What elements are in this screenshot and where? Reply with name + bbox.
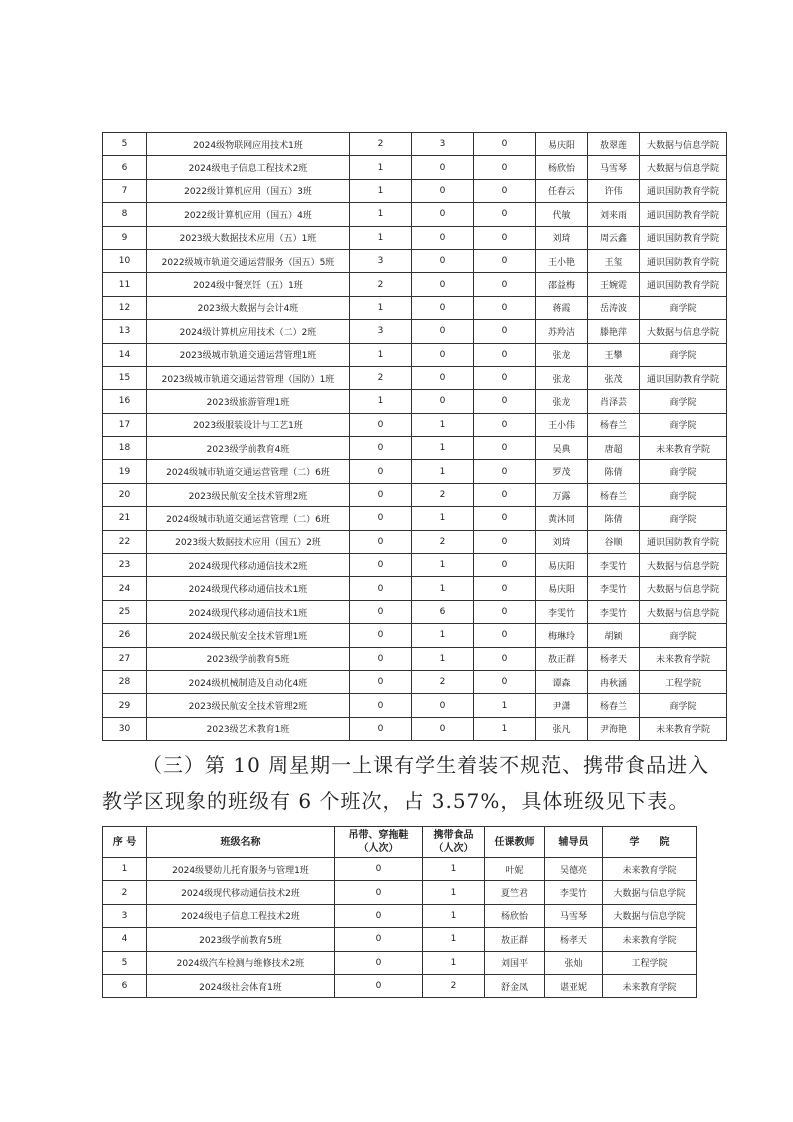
cell-counselor: 杨春兰 (588, 413, 640, 436)
cell-teacher: 张龙 (536, 343, 588, 366)
cell-class-name: 2024级现代移动通信技术1班 (147, 600, 350, 623)
cell-class-name: 2023级城市轨道交通运营管理（国防）1班 (147, 366, 350, 389)
cell-college: 未来教育学院 (640, 717, 727, 740)
table-row (103, 460, 727, 483)
header-teacher: 任课教师 (485, 827, 545, 858)
table-row (103, 530, 727, 553)
cell-seq: 30 (103, 717, 147, 740)
cell-count-c: 0 (474, 530, 536, 553)
cell-seq: 23 (103, 554, 147, 577)
table-row (103, 974, 697, 997)
cell-counselor: 尹海艳 (588, 717, 640, 740)
cell-counselor: 刘来雨 (588, 203, 640, 226)
cell-counselor: 李雯竹 (588, 600, 640, 623)
cell-seq: 2 (103, 881, 147, 904)
cell-count-b: 1 (412, 413, 474, 436)
cell-count-b: 0 (412, 226, 474, 249)
cell-food-count: 1 (423, 881, 485, 904)
cell-college: 未来教育学院 (640, 647, 727, 670)
cell-teacher: 尹潇 (536, 694, 588, 717)
cell-college: 通识国防教育学院 (640, 530, 727, 553)
table-row (103, 249, 727, 272)
cell-count-c: 0 (474, 296, 536, 319)
cell-teacher: 李雯竹 (536, 600, 588, 623)
cell-seq: 28 (103, 670, 147, 693)
cell-teacher: 罗茂 (536, 460, 588, 483)
cell-seq: 20 (103, 483, 147, 506)
cell-count-c: 0 (474, 133, 536, 156)
cell-class-name: 2024级现代移动通信技术2班 (147, 554, 350, 577)
table-row (103, 858, 697, 881)
cell-class-name: 2024级计算机应用技术（二）2班 (147, 320, 350, 343)
cell-slippers-count: 0 (335, 881, 423, 904)
cell-college: 商学院 (640, 390, 727, 413)
cell-teacher: 张龙 (536, 390, 588, 413)
cell-counselor: 王攀 (588, 343, 640, 366)
cell-count-a: 0 (350, 577, 412, 600)
cell-college: 通识国防教育学院 (640, 273, 727, 296)
table-row (103, 413, 727, 436)
cell-class-name: 2024级城市轨道交通运营管理（二）6班 (147, 507, 350, 530)
cell-count-c: 0 (474, 554, 536, 577)
cell-college: 大数据与信息学院 (640, 577, 727, 600)
table-header-row (103, 827, 697, 858)
table-row (103, 203, 727, 226)
cell-food-count: 1 (423, 858, 485, 881)
cell-teacher: 杨欣怡 (536, 156, 588, 179)
header-slippers-unit: （人次） (358, 843, 399, 854)
cell-counselor: 杨春兰 (588, 483, 640, 506)
cell-count-c: 0 (474, 203, 536, 226)
cell-count-c: 0 (474, 577, 536, 600)
cell-college: 商学院 (640, 343, 727, 366)
cell-seq: 5 (103, 133, 147, 156)
cell-class-name: 2024级中餐烹饪（五）1班 (147, 273, 350, 296)
cell-college: 商学院 (640, 624, 727, 647)
cell-class-name: 2023级艺术教育1班 (147, 717, 350, 740)
table-row (103, 133, 727, 156)
cell-college: 商学院 (640, 694, 727, 717)
cell-teacher: 王小伟 (536, 413, 588, 436)
cell-seq: 8 (103, 203, 147, 226)
cell-count-c: 0 (474, 670, 536, 693)
cell-count-c: 0 (474, 413, 536, 436)
table-row (103, 179, 727, 202)
cell-count-c: 0 (474, 483, 536, 506)
cell-count-a: 2 (350, 273, 412, 296)
cell-counselor: 张灿 (545, 951, 603, 974)
cell-class-name: 2024级物联网应用技术1班 (147, 133, 350, 156)
cell-count-b: 0 (412, 717, 474, 740)
cell-seq: 9 (103, 226, 147, 249)
cell-teacher: 邵益梅 (536, 273, 588, 296)
cell-counselor: 滕艳萍 (588, 320, 640, 343)
cell-college: 未来教育学院 (603, 974, 697, 997)
dress-food-violations-table (102, 826, 697, 998)
cell-count-a: 0 (350, 483, 412, 506)
table-row (103, 343, 727, 366)
cell-counselor: 许伟 (588, 179, 640, 202)
table-row (103, 600, 727, 623)
cell-teacher: 敖正群 (485, 928, 545, 951)
cell-count-b: 1 (412, 554, 474, 577)
cell-teacher: 杨欣怡 (485, 904, 545, 927)
cell-class-name: 2024级电子信息工程技术2班 (147, 156, 350, 179)
cell-count-c: 0 (474, 320, 536, 343)
cell-counselor: 周云鑫 (588, 226, 640, 249)
table-row (103, 904, 697, 927)
cell-class-name: 2024级电子信息工程技术2班 (147, 904, 335, 927)
cell-teacher: 舒金凤 (485, 974, 545, 997)
header-food-unit: （人次） (433, 843, 474, 854)
cell-seq: 6 (103, 974, 147, 997)
cell-count-a: 1 (350, 179, 412, 202)
cell-count-a: 0 (350, 717, 412, 740)
table-row (103, 366, 727, 389)
cell-seq: 27 (103, 647, 147, 670)
cell-count-c: 0 (474, 437, 536, 460)
cell-teacher: 梅琳玲 (536, 624, 588, 647)
cell-counselor: 杨春兰 (588, 694, 640, 717)
cell-college: 大数据与信息学院 (640, 554, 727, 577)
header-food-label: 携带食品 (433, 830, 474, 841)
table-row (103, 554, 727, 577)
cell-count-a: 0 (350, 437, 412, 460)
cell-count-a: 1 (350, 203, 412, 226)
table-row (103, 507, 727, 530)
cell-seq: 21 (103, 507, 147, 530)
cell-count-b: 0 (412, 366, 474, 389)
cell-counselor: 胡颖 (588, 624, 640, 647)
cell-class-name: 2023级大数据技术应用（国五）2班 (147, 530, 350, 553)
cell-count-a: 1 (350, 296, 412, 319)
cell-count-c: 0 (474, 624, 536, 647)
cell-count-a: 1 (350, 156, 412, 179)
cell-counselor: 王婉霓 (588, 273, 640, 296)
cell-seq: 22 (103, 530, 147, 553)
cell-counselor: 谌亚妮 (545, 974, 603, 997)
cell-count-a: 3 (350, 320, 412, 343)
cell-count-c: 0 (474, 226, 536, 249)
cell-seq: 5 (103, 951, 147, 974)
cell-seq: 25 (103, 600, 147, 623)
cell-count-b: 0 (412, 343, 474, 366)
cell-count-c: 0 (474, 507, 536, 530)
cell-count-c: 1 (474, 694, 536, 717)
cell-college: 未来教育学院 (603, 858, 697, 881)
cell-count-c: 0 (474, 343, 536, 366)
table-row (103, 624, 727, 647)
cell-count-b: 0 (412, 694, 474, 717)
cell-class-name: 2022级计算机应用（国五）4班 (147, 203, 350, 226)
cell-count-b: 0 (412, 249, 474, 272)
cell-class-name: 2023级大数据技术应用（五）1班 (147, 226, 350, 249)
table-row (103, 437, 727, 460)
cell-slippers-count: 0 (335, 928, 423, 951)
cell-teacher: 黄沐同 (536, 507, 588, 530)
table-row (103, 296, 727, 319)
cell-count-b: 0 (412, 203, 474, 226)
cell-seq: 1 (103, 858, 147, 881)
cell-college: 大数据与信息学院 (640, 320, 727, 343)
cell-slippers-count: 0 (335, 951, 423, 974)
cell-count-b: 2 (412, 483, 474, 506)
cell-count-b: 6 (412, 600, 474, 623)
cell-teacher: 刘琦 (536, 226, 588, 249)
cell-class-name: 2024级民航安全技术管理1班 (147, 624, 350, 647)
cell-class-name: 2023级民航安全技术管理2班 (147, 694, 350, 717)
cell-counselor: 谷顺 (588, 530, 640, 553)
cell-count-c: 0 (474, 156, 536, 179)
cell-count-c: 0 (474, 179, 536, 202)
cell-food-count: 1 (423, 951, 485, 974)
cell-count-a: 1 (350, 390, 412, 413)
cell-count-b: 0 (412, 296, 474, 319)
cell-college: 商学院 (640, 460, 727, 483)
cell-counselor: 杨孝天 (545, 928, 603, 951)
cell-count-c: 0 (474, 366, 536, 389)
cell-seq: 26 (103, 624, 147, 647)
cell-teacher: 刘国平 (485, 951, 545, 974)
cell-class-name: 2023级学前教育5班 (147, 647, 350, 670)
table-row (103, 390, 727, 413)
cell-count-a: 1 (350, 226, 412, 249)
cell-class-name: 2023级旅游管理1班 (147, 390, 350, 413)
violations-table-continued (102, 132, 727, 741)
cell-class-name: 2024级社会体育1班 (147, 974, 335, 997)
cell-count-a: 2 (350, 366, 412, 389)
cell-count-b: 1 (412, 507, 474, 530)
cell-count-b: 2 (412, 530, 474, 553)
cell-slippers-count: 0 (335, 974, 423, 997)
cell-seq: 19 (103, 460, 147, 483)
cell-count-a: 0 (350, 530, 412, 553)
table-row (103, 717, 727, 740)
cell-class-name: 2024级现代移动通信技术1班 (147, 577, 350, 600)
cell-count-a: 2 (350, 133, 412, 156)
cell-teacher: 刘琦 (536, 530, 588, 553)
cell-count-b: 0 (412, 320, 474, 343)
table-row (103, 156, 727, 179)
cell-count-b: 1 (412, 624, 474, 647)
cell-count-a: 0 (350, 460, 412, 483)
cell-college: 商学院 (640, 413, 727, 436)
cell-class-name: 2022级城市轨道交通运营服务（国五）5班 (147, 249, 350, 272)
cell-college: 未来教育学院 (603, 928, 697, 951)
cell-college: 工程学院 (640, 670, 727, 693)
cell-college: 通识国防教育学院 (640, 366, 727, 389)
cell-seq: 24 (103, 577, 147, 600)
header-food (423, 827, 485, 858)
header-class-name: 班级名称 (147, 827, 335, 858)
table-row (103, 647, 727, 670)
cell-slippers-count: 0 (335, 904, 423, 927)
cell-seq: 6 (103, 156, 147, 179)
cell-count-b: 3 (412, 133, 474, 156)
cell-counselor: 岳涛波 (588, 296, 640, 319)
cell-seq: 13 (103, 320, 147, 343)
cell-college: 大数据与信息学院 (640, 133, 727, 156)
cell-count-b: 2 (412, 670, 474, 693)
cell-counselor: 李雯竹 (545, 881, 603, 904)
cell-counselor: 李雯竹 (588, 577, 640, 600)
table-row (103, 226, 727, 249)
cell-counselor: 肖泽芸 (588, 390, 640, 413)
cell-class-name: 2023级城市轨道交通运营管理1班 (147, 343, 350, 366)
cell-class-name: 2024级现代移动通信技术2班 (147, 881, 335, 904)
cell-college: 商学院 (640, 507, 727, 530)
cell-teacher: 蒋霞 (536, 296, 588, 319)
cell-counselor: 马雪琴 (588, 156, 640, 179)
cell-college: 工程学院 (603, 951, 697, 974)
cell-counselor: 张茂 (588, 366, 640, 389)
cell-class-name: 2023级学前教育5班 (147, 928, 335, 951)
cell-counselor: 陈倩 (588, 460, 640, 483)
cell-count-b: 1 (412, 647, 474, 670)
cell-teacher: 谭森 (536, 670, 588, 693)
cell-teacher: 吴典 (536, 437, 588, 460)
cell-count-a: 0 (350, 624, 412, 647)
cell-count-c: 0 (474, 273, 536, 296)
cell-count-c: 0 (474, 249, 536, 272)
cell-counselor: 杨孝天 (588, 647, 640, 670)
table-row (103, 577, 727, 600)
cell-teacher: 万露 (536, 483, 588, 506)
cell-teacher: 易庆阳 (536, 133, 588, 156)
cell-count-a: 0 (350, 507, 412, 530)
cell-count-a: 0 (350, 647, 412, 670)
cell-count-b: 1 (412, 460, 474, 483)
table-row (103, 670, 727, 693)
cell-count-b: 0 (412, 273, 474, 296)
cell-count-c: 0 (474, 460, 536, 483)
cell-seq: 14 (103, 343, 147, 366)
cell-seq: 12 (103, 296, 147, 319)
cell-seq: 4 (103, 928, 147, 951)
table-row (103, 928, 697, 951)
cell-college: 通识国防教育学院 (640, 203, 727, 226)
cell-seq: 10 (103, 249, 147, 272)
cell-counselor: 马雪琴 (545, 904, 603, 927)
header-counselor: 辅导员 (545, 827, 603, 858)
cell-count-b: 0 (412, 156, 474, 179)
cell-teacher: 代敏 (536, 203, 588, 226)
cell-count-a: 0 (350, 413, 412, 436)
cell-class-name: 2023级大数据与会计4班 (147, 296, 350, 319)
cell-teacher: 叶妮 (485, 858, 545, 881)
table-row (103, 320, 727, 343)
cell-slippers-count: 0 (335, 858, 423, 881)
cell-count-a: 0 (350, 694, 412, 717)
cell-count-a: 0 (350, 554, 412, 577)
cell-counselor: 冉秋涵 (588, 670, 640, 693)
cell-food-count: 1 (423, 928, 485, 951)
cell-seq: 15 (103, 366, 147, 389)
cell-food-count: 1 (423, 904, 485, 927)
cell-college: 商学院 (640, 483, 727, 506)
cell-count-a: 0 (350, 670, 412, 693)
table-row (103, 273, 727, 296)
cell-college: 未来教育学院 (640, 437, 727, 460)
cell-seq: 16 (103, 390, 147, 413)
cell-count-c: 0 (474, 647, 536, 670)
header-slippers-label: 吊带、穿拖鞋 (348, 830, 409, 841)
cell-counselor: 唐超 (588, 437, 640, 460)
cell-counselor: 敖翠莲 (588, 133, 640, 156)
cell-count-b: 0 (412, 390, 474, 413)
cell-college: 商学院 (640, 296, 727, 319)
cell-college: 通识国防教育学院 (640, 226, 727, 249)
cell-college: 大数据与信息学院 (640, 600, 727, 623)
cell-teacher: 夏竺君 (485, 881, 545, 904)
table-row (103, 694, 727, 717)
cell-counselor: 陈倩 (588, 507, 640, 530)
cell-teacher: 易庆阳 (536, 554, 588, 577)
cell-class-name: 2023级服装设计与工艺1班 (147, 413, 350, 436)
table-row (103, 483, 727, 506)
cell-teacher: 苏羚洁 (536, 320, 588, 343)
cell-count-b: 0 (412, 179, 474, 202)
table-row (103, 881, 697, 904)
cell-teacher: 敖正群 (536, 647, 588, 670)
cell-seq: 17 (103, 413, 147, 436)
cell-teacher: 易庆阳 (536, 577, 588, 600)
cell-class-name: 2024级汽车检测与维修技术2班 (147, 951, 335, 974)
table-row (103, 951, 697, 974)
cell-college: 通识国防教育学院 (640, 249, 727, 272)
cell-college: 大数据与信息学院 (603, 881, 697, 904)
cell-class-name: 2024级城市轨道交通运营管理（二）6班 (147, 460, 350, 483)
cell-teacher: 张龙 (536, 366, 588, 389)
cell-teacher: 张凡 (536, 717, 588, 740)
cell-count-a: 0 (350, 600, 412, 623)
cell-count-b: 1 (412, 577, 474, 600)
cell-count-c: 0 (474, 600, 536, 623)
header-seq: 序 号 (103, 827, 147, 858)
header-slippers (335, 827, 423, 858)
cell-seq: 3 (103, 904, 147, 927)
cell-seq: 18 (103, 437, 147, 460)
cell-seq: 29 (103, 694, 147, 717)
cell-counselor: 吴德亮 (545, 858, 603, 881)
cell-college: 大数据与信息学院 (640, 156, 727, 179)
section-paragraph-line1: （三）第 10 周星期一上课有学生着装不规范、携带食品进入 (142, 753, 710, 777)
cell-counselor: 李雯竹 (588, 554, 640, 577)
cell-class-name: 2023级学前教育4班 (147, 437, 350, 460)
cell-count-b: 1 (412, 437, 474, 460)
cell-count-a: 3 (350, 249, 412, 272)
cell-count-c: 0 (474, 390, 536, 413)
cell-counselor: 王玺 (588, 249, 640, 272)
cell-count-a: 1 (350, 343, 412, 366)
header-college: 学 院 (603, 827, 697, 858)
cell-seq: 11 (103, 273, 147, 296)
cell-class-name: 2024级机械制造及自动化4班 (147, 670, 350, 693)
cell-class-name: 2023级民航安全技术管理2班 (147, 483, 350, 506)
section-paragraph-line2: 教学区现象的班级有 6 个班次，占 3.57%，具体班级见下表。 (102, 789, 690, 813)
cell-seq: 7 (103, 179, 147, 202)
cell-college: 通识国防教育学院 (640, 179, 727, 202)
cell-college: 大数据与信息学院 (603, 904, 697, 927)
cell-food-count: 2 (423, 974, 485, 997)
cell-class-name: 2024级婴幼儿托育服务与管理1班 (147, 858, 335, 881)
cell-count-c: 1 (474, 717, 536, 740)
cell-teacher: 王小艳 (536, 249, 588, 272)
cell-teacher: 任春云 (536, 179, 588, 202)
cell-class-name: 2022级计算机应用（国五）3班 (147, 179, 350, 202)
